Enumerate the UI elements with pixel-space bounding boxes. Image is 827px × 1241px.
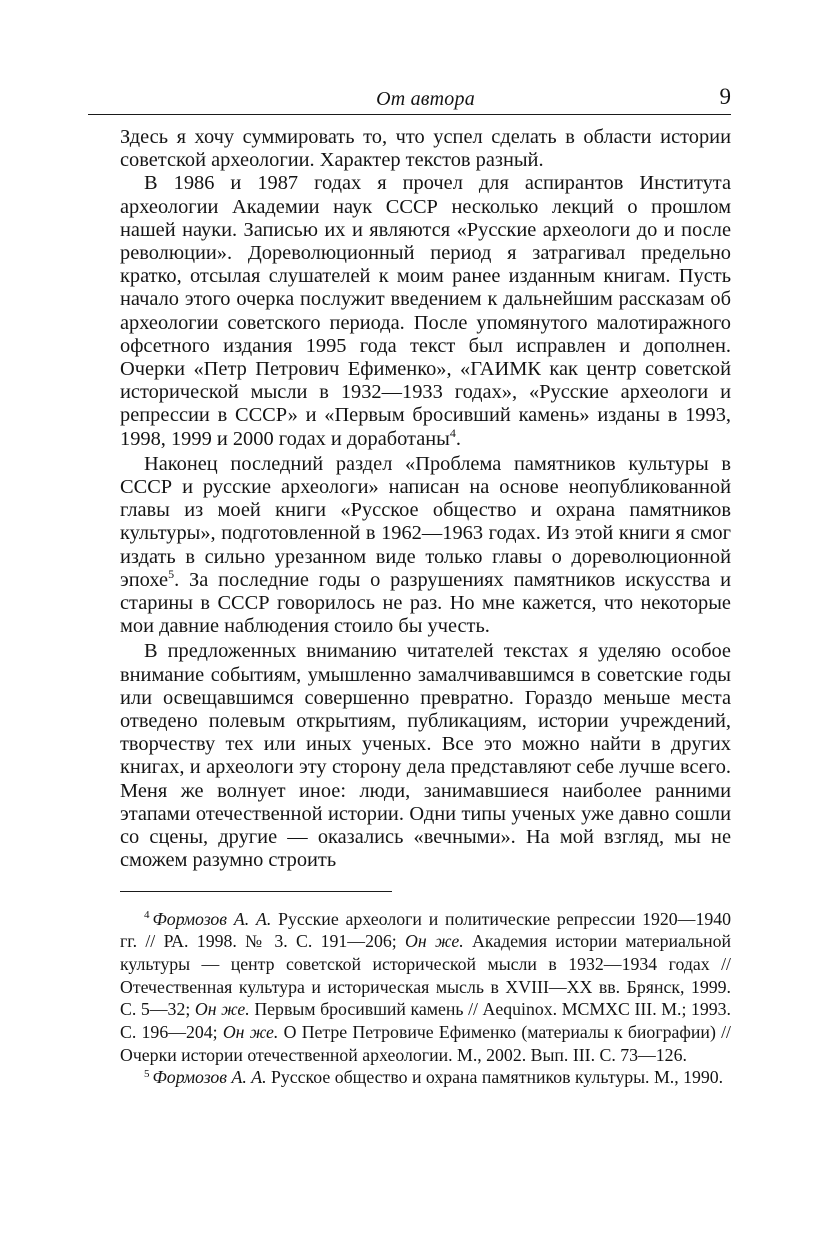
book-page [120,84,731,1089]
paragraph-3-end: . За последние годы о разрушениях памятников искусства и старины в СССР говорилось не раз. Но мне кажется, что некоторые мои давние наблюдения стоило бы учесть. [120,568,731,638]
running-head [120,84,731,114]
footnote-4-text-1: Русские археологи и политические репрессии 1920—1940 гг. // РА. 1998. № 3. С. 191—206; [120,908,732,952]
footnote-4-ibid-3: Он же. [222,1022,279,1043]
paragraph-4: В предложенных вниманию читателей текстах я уделяю особое внимание событиям, умышленно замалчивавшимся в советские годы или освещавшимся совершенно превратно. Гораздо меньше места отведено полевым открытиям, публикациям, истории учреждений, творчеству тех или иных ученых. Все это можно найти в других книгах, и археологи эту сторону дела представляют себе лучше всего. Меня же волнует иное: люди, занимавшиеся наиболее ранними этапами отечественной истории. Одни типы ученых уже давно сошли со сцены, другие — оказались «вечными». На мой взгляд, мы не сможем разумно строить [120,640,731,872]
footnote-ref-4: 4 [449,425,456,440]
footnote-4-ibid-2: Он же. [194,999,250,1020]
paragraph-2-end: . [455,427,461,450]
paragraph-2 [120,172,731,450]
footnotes [120,908,731,1090]
footnote-rule [120,891,392,892]
footnote-5-author: Формозов А. А. [152,1067,267,1088]
footnote-4-ibid-1: Он же. [405,931,464,952]
footnote-5-mark: 5 [144,1067,150,1080]
footnote-4-text-2: Академия истории материальной культуры — центр советской исторической мысли в 1932—1934 годах // Отечественная культура и историческая мысль в XVIII—XX вв. Брянск, 1999. С. 5—32; [120,931,731,1020]
main-text [120,126,731,873]
footnote-4 [120,908,731,1067]
footnote-5 [120,1066,731,1089]
footnote-4-text-3: Первым бросивший камень // Aequinox. MCMXC III. М.; 1993. С. 196—204; [120,999,732,1043]
page-number: 9 [719,84,731,109]
footnote-4-text-4: О Петре Петровиче Ефименко (материалы к биографии) // Очерки истории отечественной археологии. М., 2002. Вып. III. С. 73—126. [120,1022,731,1065]
footnote-4-author: Формозов А. А. [152,908,272,929]
footnote-ref-5: 5 [168,567,175,582]
paragraph-3 [120,453,731,639]
header-rule [88,114,731,115]
paragraph-1: Здесь я хочу суммировать то, что успел сделать в области истории советской археологии. Характер текстов разный. [120,126,731,172]
footnote-5-text-1: Русское общество и охрана памятников культуры. М., 1990. [266,1067,724,1088]
paragraph-3-text: Наконец последний раздел «Проблема памятников культуры в СССР и русские археологи» написан на основе неопубликованной главы из моей книги «Русское общество и охрана памятников культуры», подготовленной в 1962—1963 годах. Из этой книги я смог издать в сильно урезанном виде только главы о дореволюционной эпохе [120,452,731,591]
paragraph-2-text: В 1986 и 1987 годах я прочел для аспирантов Института археологии Академии наук СССР несколько лекций о прошлом нашей науки. Записью их и являются «Русские археологи до и после революции». Дореволюционный период я затрагивал предельно кратко, отсылая слушателей к моим ранее изданным книгам. Пусть начало этого очерка послужит введением к дальнейшим рассказам об археологии советского периода. После упомянутого малотиражного офсетного издания 1995 года текст был исправлен и дополнен. Очерки «Петр Петрович Ефименко», «ГАИМК как центр советской исторической мысли в 1932—1933 годах», «Русские археологи и репрессии в СССР» и «Первым бросивший камень» изданы в 1993, 1998, 1999 и 2000 годах и доработаны [120,172,731,450]
running-title: От автора [376,88,475,110]
footnote-4-mark: 4 [144,908,150,921]
